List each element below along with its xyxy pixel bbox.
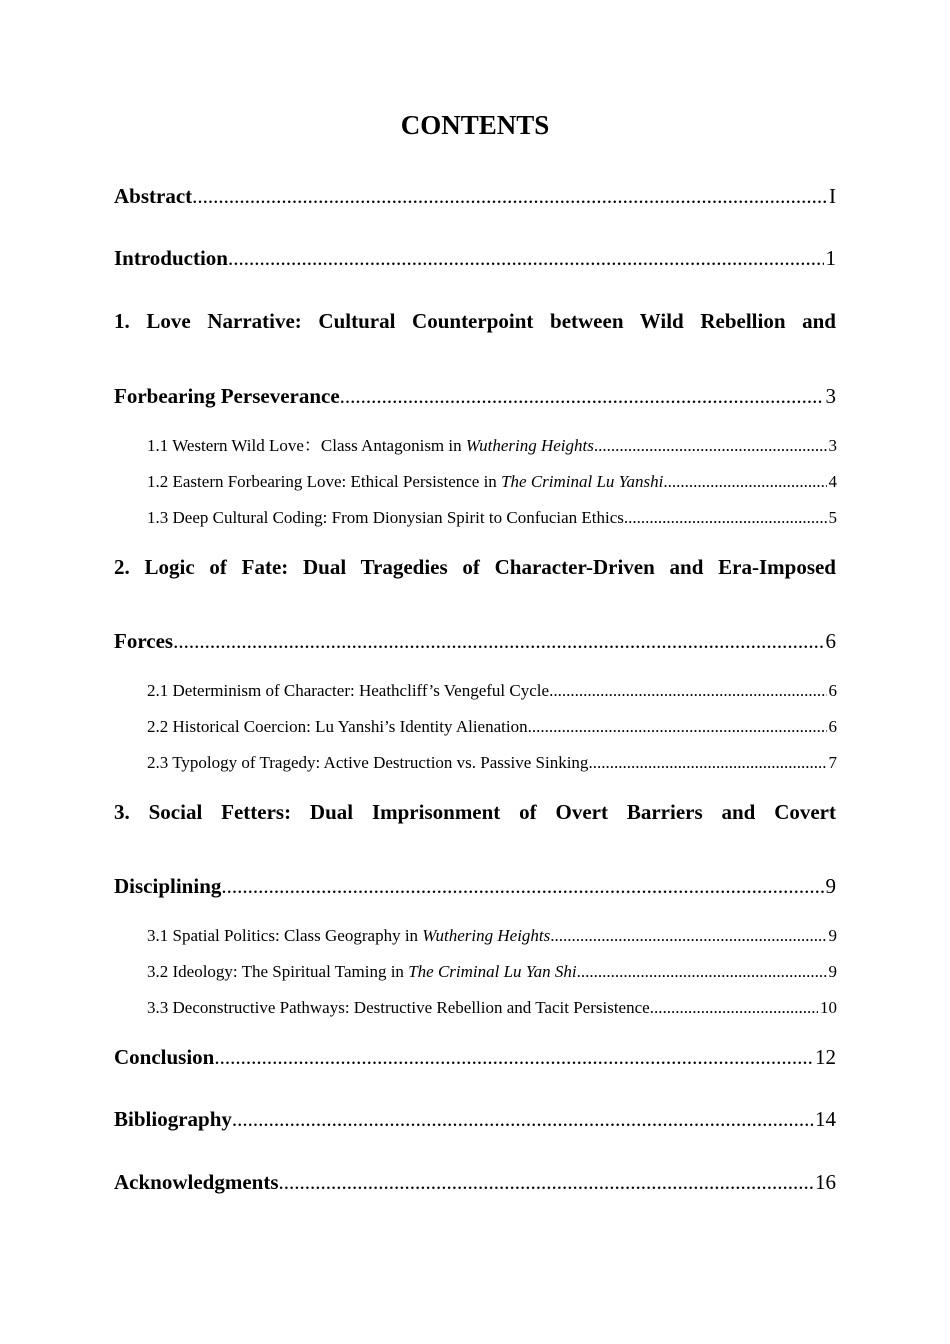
toc-chapter-3-line1[interactable]: 3. Social Fetters: Dual Imprisonment of Overt Barriers and Covert — [114, 800, 836, 824]
toc-label: 3.3 Deconstructive Pathways: Destructive Rebellion and Tacit Persistence — [147, 998, 650, 1017]
toc-label: Forbearing Perseverance — [114, 384, 340, 408]
toc-page-number: 9 — [825, 874, 836, 898]
dot-leader — [588, 752, 826, 774]
toc-label: 1.2 Eastern Forbearing Love: Ethical Persistence in The Criminal Lu Yanshi — [147, 472, 664, 491]
toc-entry-1-2[interactable] — [147, 471, 837, 493]
toc-page-number: 14 — [815, 1107, 836, 1131]
toc-entry-3-1[interactable] — [147, 925, 837, 947]
toc-entry-chapter-1[interactable] — [114, 382, 836, 410]
toc-label: Bibliography — [114, 1107, 232, 1131]
toc-page-number: 6 — [828, 681, 837, 700]
toc-label: Disciplining — [114, 874, 222, 898]
toc-label: Acknowledgments — [114, 1170, 279, 1194]
toc-entry-3-3[interactable] — [147, 997, 837, 1019]
toc-page-number: 16 — [815, 1170, 836, 1194]
toc-label: 3.1 Spatial Politics: Class Geography in Wuthering Heights — [147, 926, 551, 945]
toc-label: 3.2 Ideology: The Spiritual Taming in The Criminal Lu Yan Shi — [147, 962, 577, 981]
toc-entry-introduction[interactable] — [114, 244, 836, 272]
toc-page-number: 3 — [825, 384, 836, 408]
dot-leader — [624, 507, 827, 529]
toc-label: Forces — [114, 629, 174, 653]
toc-page-number: 5 — [828, 508, 837, 527]
toc-page-number: 7 — [828, 753, 837, 772]
toc-entry-2-2[interactable] — [147, 716, 837, 738]
toc-page-number: 3 — [828, 436, 837, 455]
toc-entry-abstract[interactable] — [114, 182, 836, 210]
dot-leader — [279, 1168, 813, 1196]
dot-leader — [232, 1105, 813, 1133]
dot-leader — [228, 244, 824, 272]
dot-leader — [528, 716, 827, 738]
toc-entry-acknowledgments[interactable] — [114, 1168, 836, 1196]
toc-page-number: 6 — [825, 629, 836, 653]
toc-page-number: I — [829, 184, 836, 208]
dot-leader — [549, 680, 826, 702]
toc-label: 2.3 Typology of Tragedy: Active Destruction vs. Passive Sinking — [147, 753, 589, 772]
toc-page-number: 9 — [828, 962, 837, 981]
dot-leader — [650, 997, 818, 1019]
dot-leader — [173, 627, 823, 655]
toc-page-number: 4 — [828, 472, 837, 491]
dot-leader — [192, 182, 827, 210]
toc-label: Conclusion — [114, 1045, 215, 1069]
toc-chapter-2-line1[interactable]: 2. Logic of Fate: Dual Tragedies of Character-Driven and Era-Imposed — [114, 555, 836, 579]
toc-entry-3-2[interactable] — [147, 961, 837, 983]
toc-chapter-1-line1[interactable]: 1. Love Narrative: Cultural Counterpoint between Wild Rebellion and — [114, 309, 836, 333]
toc-label: 2.1 Determinism of Character: Heathcliff’s Vengeful Cycle — [147, 681, 550, 700]
toc-page-number: 10 — [820, 998, 837, 1017]
toc-label: 1.1 Western Wild Love：Class Antagonism in Wuthering Heights — [147, 436, 594, 455]
toc-label: 1.3 Deep Cultural Coding: From Dionysian Spirit to Confucian Ethics — [147, 508, 624, 527]
toc-entry-chapter-2[interactable] — [114, 627, 836, 655]
toc-entry-1-3[interactable] — [147, 507, 837, 529]
dot-leader — [577, 961, 827, 983]
dot-leader — [663, 471, 826, 493]
page-title: CONTENTS — [400, 110, 550, 140]
toc-label: Abstract — [114, 184, 193, 208]
toc-entry-chapter-3[interactable] — [114, 872, 836, 900]
toc-page-number: 6 — [828, 717, 837, 736]
dot-leader — [340, 382, 824, 410]
toc-entry-2-3[interactable] — [147, 752, 837, 774]
dot-leader — [221, 872, 823, 900]
toc-entry-2-1[interactable] — [147, 680, 837, 702]
toc-page-number: 12 — [815, 1045, 836, 1069]
toc-label: Introduction — [114, 246, 228, 270]
toc-page-number: 9 — [828, 926, 837, 945]
dot-leader — [594, 435, 827, 457]
toc-label: 2.2 Historical Coercion: Lu Yanshi’s Identity Alienation — [147, 717, 528, 736]
toc-entry-1-1[interactable] — [147, 435, 837, 457]
dot-leader — [214, 1043, 813, 1071]
toc-entry-conclusion[interactable] — [114, 1043, 836, 1071]
toc-page-number: 1 — [825, 246, 836, 270]
toc-entry-bibliography[interactable] — [114, 1105, 836, 1133]
dot-leader — [550, 925, 826, 947]
